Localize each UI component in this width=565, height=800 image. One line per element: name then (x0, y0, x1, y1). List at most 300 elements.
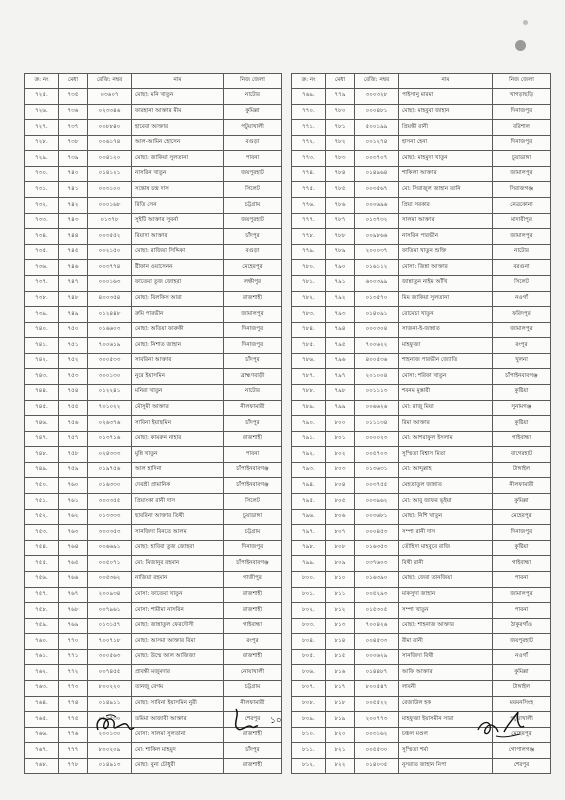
cell-reg-no: ০০০৩০৪ (355, 322, 399, 338)
cell-name: তৌহিদা মাহবুবে রাজি (399, 540, 493, 556)
cell-merit: ৭৯৬ (326, 353, 355, 369)
table-row (25, 743, 282, 759)
table-row (292, 135, 551, 151)
cell-serial: ৭৫২. (25, 509, 59, 525)
cell-serial: ৭৫৪. (25, 540, 59, 556)
cell-name: পাইসানু মারমা (399, 89, 493, 105)
cell-merit: ৭৩৫ (59, 89, 88, 105)
cell-name: মোসা: ফাতেমা খাতুন (132, 587, 224, 603)
table-row (25, 571, 282, 587)
cell-district: দিনাজপুর (493, 135, 551, 151)
cell-reg-no: ২০০০৩৭ (355, 244, 399, 260)
cell-merit: ৭৭২ (59, 665, 88, 681)
corner-dot (523, 20, 528, 25)
cell-merit: ৮১৪ (326, 634, 355, 650)
cell-serial: ৭৭৬. (292, 198, 326, 214)
cell-district: চুয়াডাঙ্গা (224, 509, 282, 525)
cell-merit: ৭৪৭ (59, 275, 88, 291)
table-row (25, 322, 282, 338)
cell-name: বিথী রানী (399, 556, 493, 572)
cell-district: লক্ষীপুর (224, 275, 282, 291)
cell-serial: ৭৩৫. (25, 244, 59, 260)
cell-serial: ৭৮২. (292, 291, 326, 307)
table-row (292, 494, 551, 510)
cell-reg-no: ৮০০২০৯ (88, 743, 132, 759)
cell-serial: ৮০৭. (292, 680, 326, 696)
cell-serial: ৭৬৯. (292, 89, 326, 105)
cell-district: রাজশাহী (224, 587, 282, 603)
table-row (25, 198, 282, 214)
table-row (25, 182, 282, 198)
cell-serial: ৭৪৭. (25, 431, 59, 447)
table-row (25, 291, 282, 307)
cell-name: হাবেবা আক্তার (132, 120, 224, 136)
cell-name: মোছা: জাকিয়া সুলতানা (132, 151, 224, 167)
cell-serial: ৭৬৫. (25, 712, 59, 728)
table-row (292, 166, 551, 182)
cell-serial: ৭৭১. (292, 120, 326, 136)
cell-reg-no: ৪০০৩৫৪ (88, 291, 132, 307)
cell-reg-no: ০১২৪৪৮ (88, 307, 132, 323)
table-row (292, 680, 551, 696)
cell-name: রিতি সেন (132, 198, 224, 214)
cell-reg-no: ০১৪০৯১ (355, 307, 399, 323)
cell-merit: ৭৭৫ (59, 712, 88, 728)
cell-reg-no: ৩০০৩২৮ (355, 89, 399, 105)
cell-serial: ৭৬৩. (25, 680, 59, 696)
cell-name: সুস্মিতা শর্মা (399, 743, 493, 759)
cell-name: আল-আমিন হোসেন (132, 135, 224, 151)
cell-serial: ৮১২. (292, 758, 326, 774)
header-merit: মেধা (326, 74, 355, 89)
cell-name: সুইটি আক্তার সুবর্না (132, 213, 224, 229)
cell-district: চাঁপাইনবাবগঞ্জ (224, 478, 282, 494)
cell-reg-no: ০৩৭৬০৩ (355, 556, 399, 572)
cell-district: পটুয়াখালী (224, 120, 282, 136)
cell-reg-no: ০০০৪৫৩ (355, 525, 399, 541)
header-merit: মেধা (59, 74, 88, 89)
cell-district: কুমিল্লা (493, 665, 551, 681)
cell-serial: ৭৬২. (25, 665, 59, 681)
cell-merit: ৭৫৬ (59, 416, 88, 432)
cell-reg-no: ০০১২৭৪ (355, 135, 399, 151)
table-row (25, 649, 282, 665)
table-row (292, 400, 551, 416)
cell-district: নেত্রকোনা (493, 198, 551, 214)
cell-reg-no: ০৩৬০৭ (88, 89, 132, 105)
cell-district: রংপুর (224, 634, 282, 650)
table-row (292, 307, 551, 323)
table-row (292, 603, 551, 619)
cell-reg-no: ০০৬৬৯১ (88, 540, 132, 556)
cell-reg-no: ০০৩৬৮১ (355, 509, 399, 525)
cell-district: বরিশাল (493, 120, 551, 136)
table-row (292, 275, 551, 291)
cell-merit: ৭৫৫ (59, 400, 88, 416)
cell-name: লাবনী (399, 680, 493, 696)
cell-merit: ৭৮৯ (326, 244, 355, 260)
table-row (25, 338, 282, 354)
cell-name: মাকসুদা জাহান (399, 587, 493, 603)
cell-name: মোছা: নিশাত জাহান (132, 338, 224, 354)
cell-serial: ৭৫৩. (25, 525, 59, 541)
right-table-header (292, 74, 551, 89)
table-row (25, 634, 282, 650)
cell-reg-no: ০০৫২৯৩ (355, 587, 399, 603)
cell-name: তানজু বেগম (132, 680, 224, 696)
header-district: নিজ জেলা (224, 74, 282, 89)
table-row (292, 525, 551, 541)
cell-serial: ৭৪৪. (25, 384, 59, 400)
table-row (292, 213, 551, 229)
cell-name: মোসা: শরিফা খাতুন (399, 369, 493, 385)
cell-serial: ৮১০. (292, 727, 326, 743)
cell-merit: ৭৫৭ (59, 431, 88, 447)
cell-merit: ৭৬৫ (59, 556, 88, 572)
table-row (25, 587, 282, 603)
cell-district: চট্টগ্রাম (224, 198, 282, 214)
cell-merit: ৮০৪ (326, 478, 355, 494)
signature-left (92, 708, 140, 738)
cell-district: বরগুনা (493, 260, 551, 276)
cell-reg-no: ০১৪৯১১ (88, 696, 132, 712)
cell-serial: ৭৬৮. (25, 758, 59, 774)
cell-reg-no: ০০০০২৩ (355, 431, 399, 447)
left-results-table (24, 73, 282, 774)
cell-reg-no: ০০৩৫৬৭ (355, 182, 399, 198)
cell-district: চুয়াডাঙ্গা (493, 151, 551, 167)
cell-serial: ৭৬০. (25, 634, 59, 650)
cell-reg-no: ০০৩৭৭৪ (88, 260, 132, 276)
cell-reg-no: ৭০১০২২ (88, 400, 132, 416)
cell-name: মোছা: অতিয়া ফারুকী (132, 322, 224, 338)
cell-name: মনিরা খাতুন (132, 384, 224, 400)
cell-name: আফি আক্তার (399, 665, 493, 681)
cell-merit: ৭৮৫ (326, 182, 355, 198)
cell-reg-no: ০১৪৪৮৭ (355, 665, 399, 681)
table-row (25, 229, 282, 245)
cell-serial: ৭৯৪. (292, 478, 326, 494)
cell-serial: ৭৪৬. (25, 416, 59, 432)
cell-reg-no: ০১৬৬০৩ (88, 322, 132, 338)
cell-merit: ৭৮৪ (326, 166, 355, 182)
cell-reg-no: ০০০১৬৮ (88, 198, 132, 214)
cell-district: গাজীপুর (224, 571, 282, 587)
cell-name: সন্তোষ চন্দ্র দাস (132, 182, 224, 198)
right-results-table (291, 73, 551, 774)
table-row (292, 618, 551, 634)
cell-merit: ৮১৬ (326, 665, 355, 681)
cell-name: দেবশ্রী প্রামানিক (132, 478, 224, 494)
cell-reg-no: ০১৫৩০৫ (355, 603, 399, 619)
cell-serial: ৭৯৬. (292, 509, 326, 525)
cell-name: মাহফুজা ইয়াসমীন সারা (399, 712, 493, 728)
cell-merit: ৭৫২ (59, 353, 88, 369)
table-row (292, 556, 551, 572)
cell-merit: ৭৮০ (326, 104, 355, 120)
cell-name: ফাতিমা খাতুন শুক্তি (399, 244, 493, 260)
cell-serial: ৭৯১. (292, 431, 326, 447)
cell-serial: ৭৪২. (25, 353, 59, 369)
cell-merit: ৮০৭ (326, 525, 355, 541)
cell-name: রিমা আক্তার (399, 416, 493, 432)
cell-serial: ৭৯৮. (292, 540, 326, 556)
table-row (25, 384, 282, 400)
cell-merit: ৭৫০ (59, 322, 88, 338)
table-row (25, 494, 282, 510)
cell-district: জামালপুর (493, 587, 551, 603)
cell-district: মাদারীপুর (493, 213, 551, 229)
cell-name: মোসা: জিন্না আক্তার (399, 260, 493, 276)
cell-merit: ৭৪৪ (59, 229, 88, 245)
cell-reg-no: ০২৬৩৭৬ (88, 416, 132, 432)
table-row (292, 462, 551, 478)
cell-district: সিলেট (224, 182, 282, 198)
cell-name: মো: মিজানুর রহমান (132, 556, 224, 572)
cell-serial: ৭৭৪. (292, 166, 326, 182)
cell-reg-no: ২০১০০৪ (355, 369, 399, 385)
cell-reg-no: ৩০০১৩০ (88, 369, 132, 385)
cell-district: চাঁদপুর (224, 416, 282, 432)
cell-merit: ৭৮৬ (326, 198, 355, 214)
cell-serial: ৭৭৭. (292, 213, 326, 229)
cell-serial: ৭৬৭. (25, 743, 59, 759)
header-name: নাম (132, 74, 224, 89)
cell-merit: ৭৪২ (59, 198, 88, 214)
cell-serial: ৭৮৪. (292, 322, 326, 338)
cell-reg-no: ৫০০১৯৯ (355, 120, 399, 136)
cell-reg-no: ০১২২৪১ (88, 384, 132, 400)
cell-name: মোছা: নিশি খাতুন (399, 509, 493, 525)
cell-name: মো: রাজু মিয়া (399, 400, 493, 416)
cell-district: জামালপুর (493, 322, 551, 338)
cell-merit: ৭৭৮ (59, 758, 88, 774)
cell-reg-no: ০০৫৫২২ (355, 696, 399, 712)
table-row (292, 369, 551, 385)
cell-name: রুমি পারভীন (132, 307, 224, 323)
cell-serial: ৮০০. (292, 571, 326, 587)
cell-merit: ৭৩৮ (59, 135, 88, 151)
table-row (25, 416, 282, 432)
cell-serial: ৭৮৮. (292, 384, 326, 400)
table-row (25, 353, 282, 369)
table-row (292, 665, 551, 681)
cell-serial: ৭৮৩. (292, 307, 326, 323)
cell-district: রাজশাহী (224, 431, 282, 447)
table-row (25, 135, 282, 151)
cell-serial: ৭৮১. (292, 275, 326, 291)
header-reg-no: রেজি: নম্বর (355, 74, 399, 89)
cell-merit: ৭৬৮ (59, 603, 88, 619)
table-row (25, 603, 282, 619)
cell-serial: ৭৪৩. (25, 369, 59, 385)
cell-reg-no: ০১৩৫৭০ (355, 291, 399, 307)
cell-district: চাঁদপুর (224, 353, 282, 369)
cell-name: মো: আবু জাফর ভূইয়া (399, 494, 493, 510)
cell-district: ফরিদপুর (493, 307, 551, 323)
cell-name: মোসা: সালমা সুলতানা (132, 727, 224, 743)
table-row (292, 384, 551, 400)
cell-serial: ৭৫১. (25, 494, 59, 510)
cell-reg-no: ৮০০২২০ (88, 680, 132, 696)
cell-serial: ৭৭৩. (292, 151, 326, 167)
table-row (25, 478, 282, 494)
cell-district: নওগাঁ (493, 649, 551, 665)
cell-reg-no: ০০৭৪৫৫ (88, 665, 132, 681)
cell-reg-no: ০০১১১৩ (355, 384, 399, 400)
cell-merit: ৭৯৩ (326, 307, 355, 323)
cell-serial: ৭৭৮. (292, 229, 326, 245)
cell-name: মোছা: বুনা চৌধুরী (132, 758, 224, 774)
cell-district: জয়পুরহাট (493, 634, 551, 650)
cell-merit: ৮১৩ (326, 618, 355, 634)
cell-name: মোছা: উম্মে আল আজিজা (132, 649, 224, 665)
cell-name: সাবরিনা আক্তার (132, 353, 224, 369)
cell-merit: ৭৬৬ (59, 571, 88, 587)
cell-district: খাগড়াছড়ি (493, 89, 551, 105)
cell-serial: ৭৫৫. (25, 556, 59, 572)
cell-reg-no: ০০৩৭৫৫ (355, 478, 399, 494)
cell-serial: ৭৫৯. (25, 618, 59, 634)
table-row (292, 540, 551, 556)
table-row (292, 198, 551, 214)
cell-reg-no: ০০৫০৭১ (88, 556, 132, 572)
cell-name: মোছা: মাহমুদা খাতুন (399, 151, 493, 167)
cell-merit: ৭৮৮ (326, 229, 355, 245)
cell-district: সিলেট (493, 275, 551, 291)
table-row (292, 447, 551, 463)
cell-merit: ৭৪০ (59, 166, 88, 182)
cell-serial: ৮০৫. (292, 649, 326, 665)
cell-merit: ৭৭৭ (59, 743, 88, 759)
cell-serial: ৮০৮. (292, 696, 326, 712)
signature-middle (228, 705, 262, 735)
cell-district: চাঁদপুর (224, 743, 282, 759)
table-row (292, 229, 551, 245)
table-row (25, 525, 282, 541)
table-row (292, 478, 551, 494)
cell-serial: ৭৯০. (292, 416, 326, 432)
cell-reg-no: ০০৭৯৬১ (88, 603, 132, 619)
cell-reg-no: ০১৪০৩৫ (355, 758, 399, 774)
cell-district: দিনাজপুর (224, 338, 282, 354)
table-row (292, 260, 551, 276)
cell-district: বগুড়া (224, 244, 282, 260)
cell-reg-no: ০১৯৭৫৬ (88, 462, 132, 478)
cell-name: মোছা: মনি খাতুন (132, 89, 224, 105)
cell-reg-no: ০১৪১২১ (88, 166, 132, 182)
cell-name: সানজিদা বিথী (399, 649, 493, 665)
cell-merit: ৭৬০ (59, 478, 88, 494)
cell-reg-no: ২০০৭৭৩ (355, 712, 399, 728)
cell-name: প্রিয়াংকা রানী দাস (132, 494, 224, 510)
table-row (292, 353, 551, 369)
cell-merit: ৮০০ (326, 416, 355, 432)
cell-name: মো: আব্দুল্লাহ (399, 462, 493, 478)
cell-reg-no: ২০০৯৩৪ (88, 587, 132, 603)
cell-name: সাজনা-ই-জান্নাত (399, 322, 493, 338)
cell-merit: ৮১৯ (326, 712, 355, 728)
cell-reg-no: ০১৪৯৬৪ (355, 166, 399, 182)
cell-reg-no: ৭০০৬২২ (355, 338, 399, 354)
cell-merit: ৭৫৮ (59, 447, 88, 463)
cell-district: সিলেট (224, 494, 282, 510)
cell-serial: ৭৩১. (25, 182, 59, 198)
cell-serial: ৭৪০. (25, 322, 59, 338)
table-row (25, 307, 282, 323)
cell-district: জয়পুরহাট (224, 213, 282, 229)
cell-name: সালমা আক্তার (399, 213, 493, 229)
table-row (292, 431, 551, 447)
cell-name: রেজাউল হক (399, 696, 493, 712)
cell-name: মোছা: জেবা তানজিয়া (399, 571, 493, 587)
cell-reg-no: ০১৬১১২ (355, 260, 399, 276)
cell-merit: ৭৩৯ (59, 151, 88, 167)
cell-reg-no: ৩০০৫৩৩ (88, 353, 132, 369)
table-row (25, 665, 282, 681)
cell-district: চাঁদপুর (224, 229, 282, 245)
cell-reg-no: ০১৬৩৯০ (355, 571, 399, 587)
cell-district: নাটোর (224, 384, 282, 400)
cell-merit: ৭৫৩ (59, 369, 88, 385)
cell-merit: ৮২০ (326, 727, 355, 743)
table-row (292, 649, 551, 665)
cell-reg-no: ০১৬৩৩০ (88, 478, 132, 494)
cell-serial: ৭৩০. (25, 166, 59, 182)
cell-merit: ৭৯১ (326, 275, 355, 291)
cell-name: চঞ্চল মণ্ডল (399, 727, 493, 743)
cell-name: মোছা: শাহনাজ আক্তার (399, 618, 493, 634)
cell-serial: ৭৯৩. (292, 462, 326, 478)
cell-serial: ৭৫৬. (25, 571, 59, 587)
cell-name: নাজিয়া রহমান (132, 571, 224, 587)
cell-district: গাইবান্ধা (493, 431, 551, 447)
cell-serial: ৭৮০. (292, 260, 326, 276)
cell-merit: ৭৭৪ (59, 696, 88, 712)
cell-district: চাঁপাইনবাবগঞ্জ (493, 369, 551, 385)
table-row (25, 104, 282, 120)
cell-name: মোছা: কামরুন নাহার (132, 431, 224, 447)
cell-district: রংপুর (493, 338, 551, 354)
table-row (292, 743, 551, 759)
cell-name: মোছা: বিলকিস আরা (132, 291, 224, 307)
cell-district: ঠাকুরগাঁও (493, 618, 551, 634)
cell-name: মোছা: রাজিয়া সিদ্দিকা (132, 244, 224, 260)
cell-name: সম্পা রানী দাস (399, 525, 493, 541)
cell-reg-no: ০০৬৬২৬ (355, 400, 399, 416)
cell-merit: ৮০৮ (326, 540, 355, 556)
table-row (25, 275, 282, 291)
cell-reg-no: ০২৪৩৩৩ (88, 447, 132, 463)
table-row (292, 244, 551, 260)
cell-serial: ৭২৯. (25, 151, 59, 167)
cell-name: প্রিয়ন্তী রানী (399, 120, 493, 136)
cell-merit: ৭৬১ (59, 494, 88, 510)
cell-district: জামালপুর (224, 307, 282, 323)
cell-district: সিরাজগঞ্জ (493, 182, 551, 198)
cell-serial: ৭৯৯. (292, 556, 326, 572)
cell-merit: ৭৮১ (326, 120, 355, 136)
cell-serial: ৭৭৯. (292, 244, 326, 260)
cell-merit: ৭৯৮ (326, 384, 355, 400)
cell-name: শবনম মুস্তারী (399, 384, 493, 400)
cell-merit: ৭৪৬ (59, 260, 88, 276)
cell-district: চট্টগ্রাম (224, 525, 282, 541)
table-row (292, 120, 551, 136)
cell-merit: ৮০১ (326, 431, 355, 447)
cell-merit: ৭৫১ (59, 338, 88, 354)
cell-reg-no: ৩০০৩৫৩ (88, 525, 132, 541)
